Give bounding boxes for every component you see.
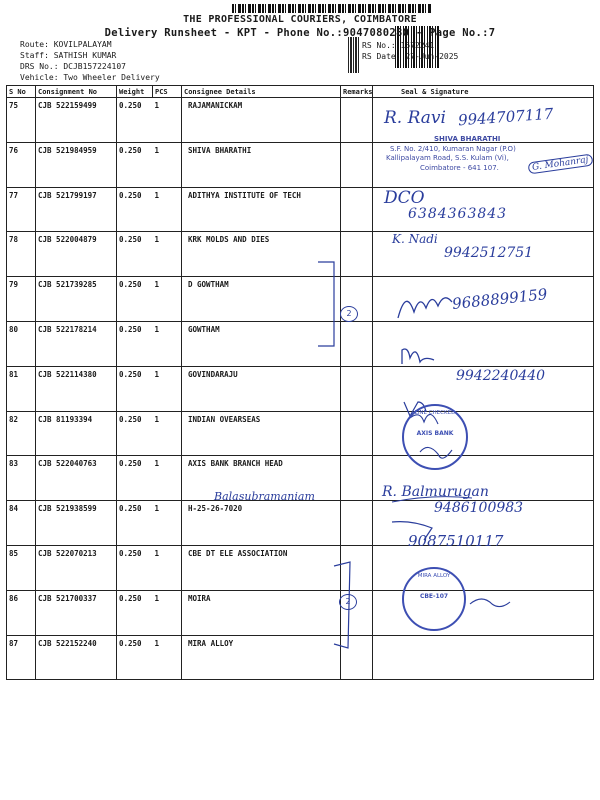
row-consignee: AXIS BANK BRANCH HEAD — [182, 456, 341, 501]
stamp-87-ring: MIRA ALLOY — [417, 573, 451, 579]
row-pcs: 1 — [153, 411, 182, 456]
row-sno: 79 — [7, 277, 36, 322]
col-signature: Seal & Signature — [373, 86, 594, 98]
stamp-83-ring: LINE CHECKED — [414, 410, 456, 416]
row-pcs: 1 — [153, 456, 182, 501]
rs-number: RS No.: 1572241 — [362, 41, 435, 50]
row-consignment: CJB 521700337 — [36, 590, 117, 635]
consignee-name-84: Balasubramaniam — [214, 490, 315, 503]
row-consignee: H-25-26-7020 — [182, 501, 341, 546]
phone-81: 9942240440 — [456, 368, 546, 384]
phone-85: 9486100983 — [434, 500, 524, 516]
row-pcs: 1 — [153, 232, 182, 277]
rs-date: RS Date: 27-Jun-2025 — [362, 52, 459, 61]
row-sno: 75 — [7, 98, 36, 143]
row-sno: 87 — [7, 635, 36, 680]
col-consignment: Consignment No — [36, 86, 117, 98]
row-sno: 85 — [7, 545, 36, 590]
row-weight: 0.250 — [117, 456, 153, 501]
row-pcs: 1 — [153, 501, 182, 546]
col-consignee: Consignee Details — [182, 86, 341, 98]
row-consignee: KRK MOLDS AND DIES — [182, 232, 341, 277]
phone-75: 9944707117 — [457, 104, 554, 130]
row-consignment: CJB 521739285 — [36, 277, 117, 322]
row-weight: 0.250 — [117, 411, 153, 456]
row-weight: 0.250 — [117, 590, 153, 635]
row-sno: 83 — [7, 456, 36, 501]
stamp-line-checked — [402, 404, 468, 470]
phone-77: 6384363843 — [408, 206, 508, 222]
row-consignee: MIRA ALLOY — [182, 635, 341, 680]
company-title: THE PROFESSIONAL COURIERS, COIMBATORE — [183, 14, 417, 25]
row-consignment: CJB 522040763 — [36, 456, 117, 501]
col-sno: S No — [7, 86, 36, 98]
row-consignee: D GOWTHAM — [182, 277, 341, 322]
stamp-76-line: Coimbatore - 641 107. — [420, 163, 499, 172]
row-consignment: CJB 521799197 — [36, 187, 117, 232]
row-consignee: ADITHYA INSTITUTE OF TECH — [182, 187, 341, 232]
row-consignment: CJB 522159499 — [36, 98, 117, 143]
signature-76: G. Mohanraj — [527, 154, 593, 175]
row-pcs: 1 — [153, 187, 182, 232]
row-pcs: 1 — [153, 635, 182, 680]
phone-80: 9688899159 — [451, 285, 549, 313]
row-consignee: GOVINDARAJU — [182, 366, 341, 411]
drs-label: DRS No.: DCJB157224107 — [20, 62, 126, 71]
vehicle-label: Vehicle: Two Wheeler Delivery — [20, 73, 160, 82]
row-sno: 76 — [7, 142, 36, 187]
row-pcs: 1 — [153, 98, 182, 143]
row-consignment: CJB 521984959 — [36, 142, 117, 187]
runsheet-subtitle: Delivery Runsheet - KPT - Phone No.:9047080280 - Page No.:7 — [104, 27, 496, 39]
row-consignee: SHIVA BHARATHI — [182, 142, 341, 187]
col-pcs: PCS — [153, 86, 182, 98]
staff-label: Staff: SATHISH KUMAR — [20, 51, 117, 60]
row-weight: 0.250 — [117, 366, 153, 411]
col-weight: Weight — [117, 86, 153, 98]
row-weight: 0.250 — [117, 98, 153, 143]
row-weight: 0.250 — [117, 232, 153, 277]
stamp-76-line: S.F. No. 2/410, Kumaran Nagar (P.O) — [390, 144, 516, 153]
row-consignment: CJB 522004879 — [36, 232, 117, 277]
stamp-76-line: Kallipalayam Road, S.S. Kulam (Vi), — [386, 154, 509, 162]
row-consignee: RAJAMANICKAM — [182, 98, 341, 143]
row-consignment: CJB 81193394 — [36, 411, 117, 456]
remark-circle-80: 2 — [340, 306, 358, 322]
row-weight: 0.250 — [117, 321, 153, 366]
row-pcs: 1 — [153, 366, 182, 411]
route-label: Route: KOVILPALAYAM — [20, 40, 112, 49]
row-pcs: 1 — [153, 277, 182, 322]
stamp-83-inner: AXIS BANK — [416, 430, 454, 437]
stamp-mira-alloy — [402, 567, 466, 631]
row-consignee: GOWTHAM — [182, 321, 341, 366]
row-weight: 0.250 — [117, 187, 153, 232]
stamp-87-inner: CBE-107 — [419, 593, 449, 600]
row-sno: 78 — [7, 232, 36, 277]
row-consignment: CJB 521938599 — [36, 501, 117, 546]
row-sno: 86 — [7, 590, 36, 635]
row-consignment: CJB 522114380 — [36, 366, 117, 411]
signature-75: R. Ravi — [384, 108, 446, 128]
row-weight: 0.250 — [117, 545, 153, 590]
signature-84: R. Balmurugan — [382, 484, 489, 500]
row-sno: 84 — [7, 501, 36, 546]
stamp-76-line: SHIVA BHARATHI — [434, 135, 501, 143]
row-consignment: CJB 522070213 — [36, 545, 117, 590]
row-sno: 77 — [7, 187, 36, 232]
row-consignment: CJB 522152240 — [36, 635, 117, 680]
col-remarks: Remarks — [341, 86, 373, 98]
signature-77: DCO — [384, 188, 425, 208]
row-weight: 0.250 — [117, 501, 153, 546]
row-consignee: CBE DT ELE ASSOCIATION — [182, 545, 341, 590]
remark-circle-87: 2 — [339, 594, 357, 610]
row-consignment: CJB 522178214 — [36, 321, 117, 366]
row-weight: 0.250 — [117, 142, 153, 187]
row-weight: 0.250 — [117, 277, 153, 322]
phone-86: 9087510117 — [408, 532, 504, 550]
row-sno: 82 — [7, 411, 36, 456]
row-sno: 80 — [7, 321, 36, 366]
row-consignee: INDIAN OVEARSEAS — [182, 411, 341, 456]
row-weight: 0.250 — [117, 635, 153, 680]
row-pcs: 1 — [153, 545, 182, 590]
phone-78: 9942512751 — [444, 245, 534, 261]
row-pcs: 1 — [153, 142, 182, 187]
row-sno: 81 — [7, 366, 36, 411]
row-consignee: MOIRA — [182, 590, 341, 635]
row-pcs: 1 — [153, 321, 182, 366]
signature-78: K. Nadi — [392, 232, 438, 246]
row-pcs: 1 — [153, 590, 182, 635]
